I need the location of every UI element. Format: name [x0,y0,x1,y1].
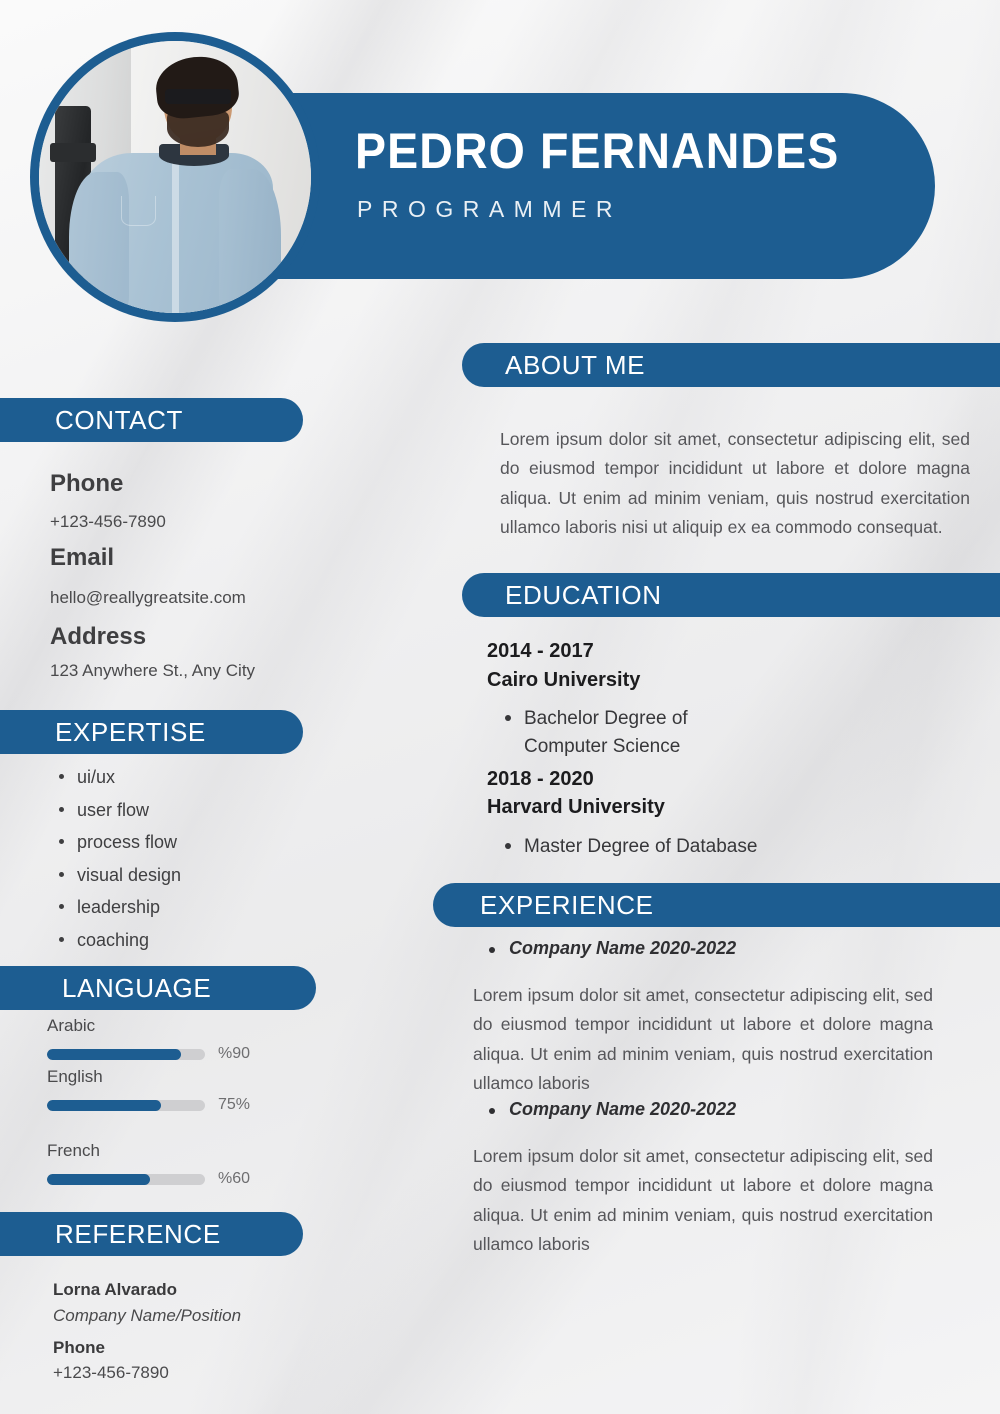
language-percent-2: %60 [218,1170,251,1187]
photo-shirt-placket [172,161,179,313]
language-progress-fill-0 [47,1049,181,1060]
expertise-item-2: process flow [55,831,295,854]
education-school-1: Harvard University [487,796,665,818]
sunglasses-icon [165,89,230,104]
expertise-item-3: visual design [55,864,295,887]
contact-phone-value[interactable]: +123-456-7890 [50,512,166,531]
expertise-list [55,766,295,961]
language-name-0: Arabic [47,1016,96,1035]
job-role: PROGRAMMER [357,196,622,222]
experience-heading-1: Company Name 2020-2022 [483,1099,736,1120]
section-title-education: EDUCATION [505,579,662,610]
expertise-item-0: ui/ux [55,766,295,789]
section-title-about: ABOUT ME [505,349,646,380]
about-text: Lorem ipsum dolor sit amet, consectetur adipiscing elit, sed do eiusmod tempor incididunt ut labore et dolore magna aliqua. Ut enim ad minim veniam, quis nostrud exercitation ullamco laboris nisi ut aliquip ex ea commodo consequat. [500,429,970,538]
avatar-photo [39,41,311,313]
language-progress-track-2 [47,1174,205,1185]
photo-arm-right [219,169,282,313]
page-title: PEDRO FERNANDES [355,123,840,179]
language-percent-0: %90 [218,1045,251,1062]
section-header-experience [433,883,1000,927]
section-header-language [0,966,316,1010]
section-header-education [462,573,1000,617]
language-percent-1: 75% [218,1096,251,1113]
section-header-expertise [0,710,303,754]
education-date-1: 2018 - 2020 [487,768,594,790]
contact-email-value[interactable]: hello@reallygreatsite.com [50,588,246,607]
language-progress-track-0 [47,1049,205,1060]
language-item-1 [47,1067,307,1114]
language-progress-fill-1 [47,1100,161,1111]
contact-address-label: Address [50,623,147,650]
section-title-contact: CONTACT [55,404,183,435]
language-progress-fill-2 [47,1174,150,1185]
avatar [30,32,320,322]
education-degree-0: Bachelor Degree of Computer Science [500,705,750,760]
contact-address-value: 123 Anywhere St., Any City [50,661,256,680]
language-item-0 [47,1016,307,1063]
photo-shirt-pocket [121,196,156,226]
reference-position: Company Name/Position [53,1306,242,1325]
experience-heading-0: Company Name 2020-2022 [483,938,736,959]
language-name-2: French [47,1141,100,1160]
photo-arm-left [69,172,129,313]
language-name-1: English [47,1067,103,1086]
section-title-language: LANGUAGE [62,972,212,1003]
language-progress-track-1 [47,1100,205,1111]
contact-email-label: Email [50,544,115,571]
section-title-experience: EXPERIENCE [480,889,654,920]
experience-text-0: Lorem ipsum dolor sit amet, consectetur adipiscing elit, sed do eiusmod tempor incididunt ut labore et dolore magna aliqua. Ut enim ad minim veniam, quis nostrud exercitation ullamco laboris [473,985,933,1094]
education-date-0: 2014 - 2017 [487,640,594,662]
section-header-about [462,343,1000,387]
education-degree-1: Master Degree of Database [500,833,900,861]
section-title-reference: REFERENCE [55,1218,221,1249]
language-item-2 [47,1141,307,1188]
expertise-item-1: user flow [55,799,295,822]
expertise-item-4: leadership [55,896,295,919]
experience-text-1: Lorem ipsum dolor sit amet, consectetur adipiscing elit, sed do eiusmod tempor incididunt ut labore et dolore magna aliqua. Ut enim ad minim veniam, quis nostrud exercitation ullamco laboris [473,1146,933,1255]
section-header-reference [0,1212,303,1256]
reference-phone-label: Phone [53,1338,105,1357]
section-header-contact [0,398,303,442]
reference-phone-value[interactable]: +123-456-7890 [53,1363,169,1382]
education-school-0: Cairo University [487,669,641,691]
expertise-item-5: coaching [55,929,295,952]
reference-name: Lorna Alvarado [53,1280,178,1299]
section-title-expertise: EXPERTISE [55,716,206,747]
contact-phone-label: Phone [50,470,124,497]
